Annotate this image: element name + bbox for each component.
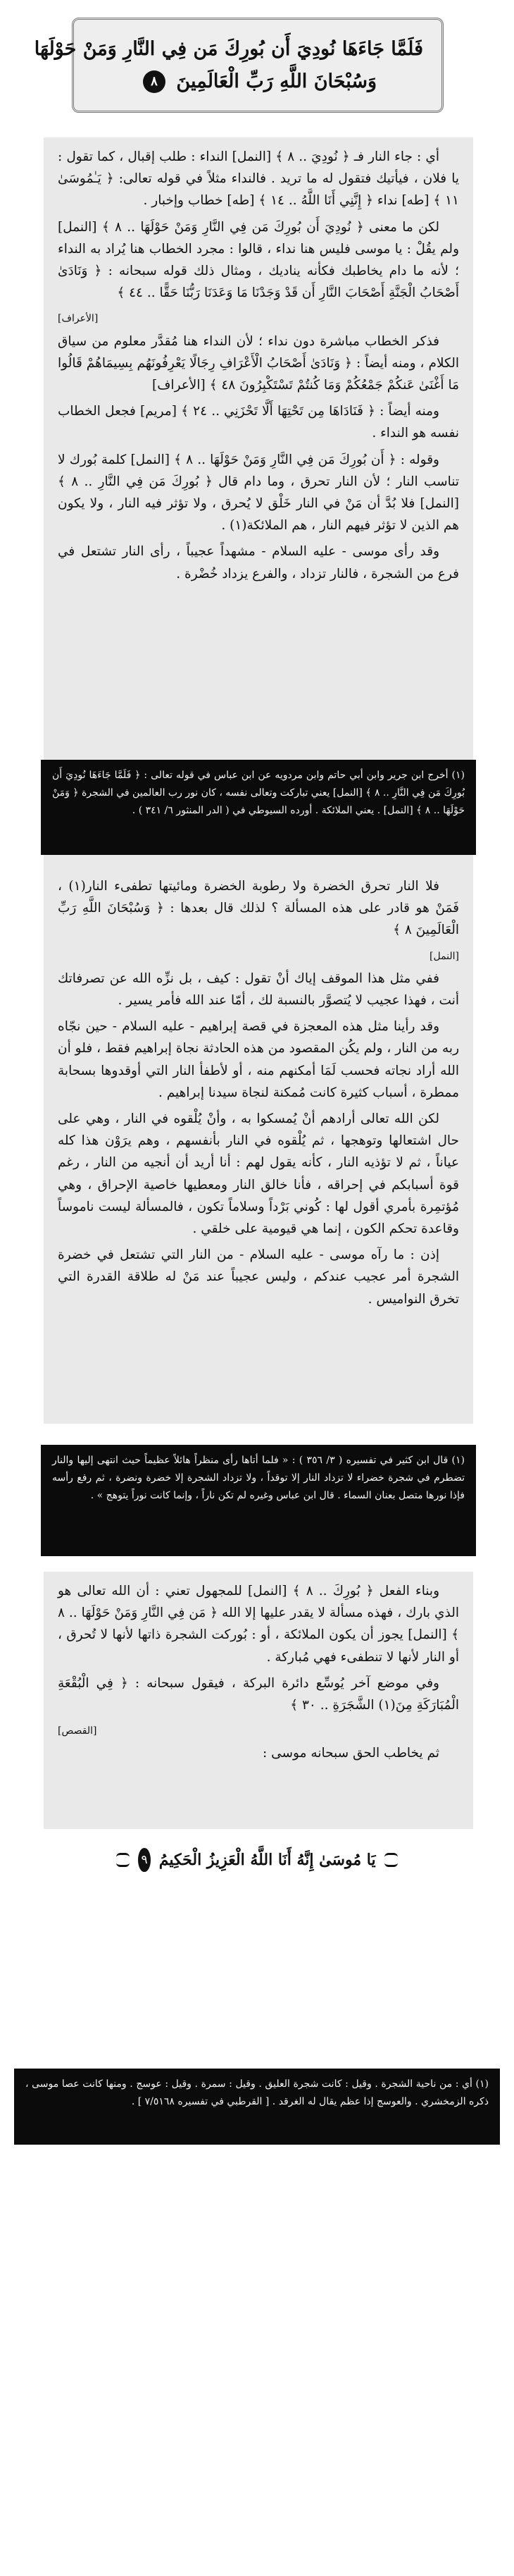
surah-tag: [القصص] [58, 1725, 97, 1737]
surah-tag: [الأعراف] [58, 313, 99, 325]
footnote-block-3 [14, 2069, 500, 2145]
footnote-block-2 [41, 1445, 476, 1556]
footnote-text: (١) أخرج ابن جرير وابن أبي حاتم وابن مردويه عن ابن عباس في قوله تعالى : ﴿ فَلَمَّا جَاءَهَا نُودِيَ أَن بُورِكَ مَن فِي النَّارِ .. ٨ ﴾ [النمل] يعني تباركت وتعالى نفسه ، كان نور رب العالمين في الشجرة ﴿ وَمَنْ حَوْلَهَا .. ٨ ﴾ [النمل] . يعني الملائكة . أورده السيوطي في ( الدر المنثور ٦/ ٣٤١ ) . [52, 770, 465, 816]
paragraph: ومنه أيضاً : ﴿ فَنَادَاهَا مِن تَحْتِهَا أَلَّا تَحْزَنِي .. ٢٤ ﴾ [مريم] فجعل الخطاب نفسه هو النداء . [58, 404, 459, 441]
ayah-number-badge: ٩ [138, 1848, 150, 1872]
verse-banner [34, 18, 444, 113]
surah-tag: [النمل] [430, 950, 459, 962]
bottom-verse-banner [116, 1839, 398, 1880]
paragraph: فلا النار تحرق الخضرة ولا رطوبة الخضرة ومائيتها تطفىء النار(١) ، فَمَنْ هو قادر على هذه المسألة ؟ لذلك قال بعدها : ﴿ وَسُبْحَانَ اللَّهِ رَبِّ الْعَالَمِينَ ٨ ﴾ [58, 879, 459, 938]
paragraph: فذكر الخطاب مباشرة دون نداء ؛ لأن النداء هنا مُقدَّر معلوم من سياق الكلام ، ومنه أيضاً : ﴿ وَنَادَىٰ أَصْحَابُ الْأَعْرَافِ رِجَالًا يَعْرِفُونَهُم بِسِيمَاهُمْ قَالُوا مَا أَغْنَىٰ عَنكُمْ جَمْعُكُمْ وَمَا كُنتُمْ تَسْتَكْبِرُونَ ٤٨ ﴾ [الأعراف] [58, 333, 459, 393]
paragraph: إذن : ما رآه موسى - عليه السلام - من النار التي تشتعل في خضرة الشجرة أمر عجيب عندكم ، وليس عجيباً عند مَنْ له طلاقة القدرة التي تخرق النواميس . [58, 1247, 459, 1307]
paragraph: ففي مثل هذا الموقف إياك أنْ تقول : كيف ، بل نزِّه الله عن تصرفاتك أنت ، فهذا عجيب لا يُتصوَّر بالنسبة لك ، أمّا عند الله فأمر يسير . [58, 970, 459, 1009]
ornament-right [116, 1853, 130, 1867]
ayah-number-badge: ٨ [143, 70, 165, 93]
paragraph: وقد رأى موسى - عليه السلام - مشهداً عجيباً ، رأى النار تشتعل في فرع من الشجرة ، فالنار تزداد ، والفرع يزداد خُضْرة . [58, 544, 459, 581]
footnote-text: (١) أي : من ناحية الشجرة . وقيل : كانت شجرة العليق . وقيل : سمرة . وقيل : عوسج . ومنها كانت عصا موسى ، ذكره الزمخشري . والعوسج إذا عظم يقال له الغرقد . [ القرطبي في تفسيره ٧/٥١٦٨ ] . [25, 2078, 489, 2107]
paragraph: أي : جاء النار فـ ﴿ نُودِيَ .. ٨ ﴾ [النمل] النداء : طلب إقبال ، كما تقول : يا فلان ، فيأتيك فتقول له ما تريد . فالنداء مثلاً في قوله تعالى: ﴿ يَـٰمُوسَىٰ ١١ ﴾ [طه] نداء ﴿ إِنَّنِي أَنَا اللَّهُ .. ١٤ ﴾ [طه] خطاب وإخبار . [58, 149, 459, 209]
paragraph: وقد رأينا مثل هذه المعجزة في قصة إبراهيم - عليه السلام - حين نجّاه ربه من النار ، ولم يكُن المقصود من هذه الحادثة نجاة إبراهيم فقط ، فلو أن الله أراد نجاته فحسب لَمَا أمكنهم منه ، أو لأطفأ النار التي أوقدوها بسحابة ممطرة ، أسباب كثيرة كانت مُمكنة لنجاة سيدنا إبراهيم . [58, 1019, 459, 1100]
bottom-verse-text: يَا مُوسَىٰ إِنَّهُ أَنَا اللَّهُ الْعَزِيزُ الْحَكِيمُ [158, 1851, 376, 1869]
commentary-panel-2 [44, 867, 473, 1424]
verse-text-1: فَلَمَّا جَاءَهَا نُودِيَ أَن بُورِكَ مَن فِي النَّارِ وَمَنْ حَوْلَهَا [34, 37, 423, 60]
verse-text-2: وَسُبْحَانَ اللَّهِ رَبِّ الْعَالَمِينَ [176, 70, 377, 92]
paragraph: وقوله : ﴿ أَن بُورِكَ مَن فِي النَّارِ وَمَنْ حَوْلَهَا .. ٨ ﴾ [النمل] كلمة بُورك لا تناسب النار ؛ لأن النار تحرق ، وما دام قال ﴿ بُورِكَ مَن فِي النَّارِ .. ٨ ﴾ [النمل] فلا بُدَّ أن مَنْ في النار خَلْق لا يُحرق ، ولا تؤثر فيه النار ، ولا يكون هم الذين لا تؤثر فيهم النار ، هم الملائكة(١) . [58, 452, 459, 534]
paragraph: ثم يخاطب الحق سبحانه موسى : [263, 1746, 439, 1761]
paragraph: وبناء الفعل ﴿ بُورِكَ .. ٨ ﴾ [النمل] للمجهول تعني : أن الله تعالى هو الذي بارك ، فهذه مسألة لا يقدر عليها إلا الله ﴿ مَن فِي النَّارِ وَمَنْ حَوْلَهَا .. ٨ ﴾ [النمل] يجوز أن يكون الملائكة ، أو : بُوركت الشجرة ذاتها لأنها لا تُحرق ، أو النار لأنها لا تنطفىء فهي مُباركة . [58, 1584, 459, 1665]
commentary-panel-3 [44, 1572, 473, 1829]
footnote-block-1 [41, 760, 476, 855]
paragraph: لكن الله تعالى أرادهم أنْ يُمسكوا به ، وأنْ يُلْقوه في النار ، وهي على حال اشتعالها وتوهجها ، ثم يُلْقوه في النار بأنفسهم ، وهم يرَوْن هذا كله عياناً ، ثم لا تؤذيه النار ، كأنه يقول لهم : أنا أريد أن أنجيه من النار ، رغم قوة أسبابكم في إحراقه ، فأنا خالق النار ومعطيها خاصية الإحراق ، وهي مُؤتمِرة بأمري أقول لها : كُوني بَرْداً وسلاماً تكون ، فالمسألة ليست ناموساً وقاعدة تحكم الكون ، إنما هي قيومية على خلقي . [58, 1111, 459, 1237]
footnote-text: (١) قال ابن كثير في تفسيره ( ٣/ ٣٥٦ ) : « فلما أتاها رأى منظراً هائلاً عظيماً حيث انتهى إليها والنار تضطرم في شجرة خضراء لا تزداد النار إلا توقداً ، ولا تزداد الشجرة إلا خضرة ونضرة ، ثم رفع رأسه فإذا نورها متصل بعنان السماء . قال ابن عباس وغيره لم تكن ناراً ، وإنما كانت نوراً يتوهج » . [52, 1455, 465, 1501]
verse-line-2 [92, 66, 423, 98]
paragraph: وفي موضع آخر يُوسِّع دائرة البركة ، فيقول سبحانه : ﴿ فِي الْبُقْعَةِ الْمُبَارَكَةِ مِنَ(١) الشَّجَرَةِ .. ٣٠ ﴾ [58, 1675, 459, 1713]
paragraph: لكن ما معنى ﴿ نُودِيَ أَن بُورِكَ مَن فِي النَّارِ وَمَنْ حَوْلَهَا .. ٨ ﴾ [النمل] ولم يقُلْ : يا موسى فليس هنا نداء ، قالوا : مجرد الخطاب هنا يُراد به النداء ؛ لأنه ما دام يخاطبك فكأنه يناديك ، ومثال ذلك قوله سبحانه : ﴿ وَنَادَىٰ أَصْحَابُ الْجَنَّةِ أَصْحَابَ النَّارِ أَن قَدْ وَجَدْنَا مَا وَعَدَنَا رَبُّنَا حَقًّا .. ٤٤ ﴾ [58, 219, 459, 301]
ornament-left [384, 1853, 398, 1867]
verse-line-1 [34, 33, 423, 66]
